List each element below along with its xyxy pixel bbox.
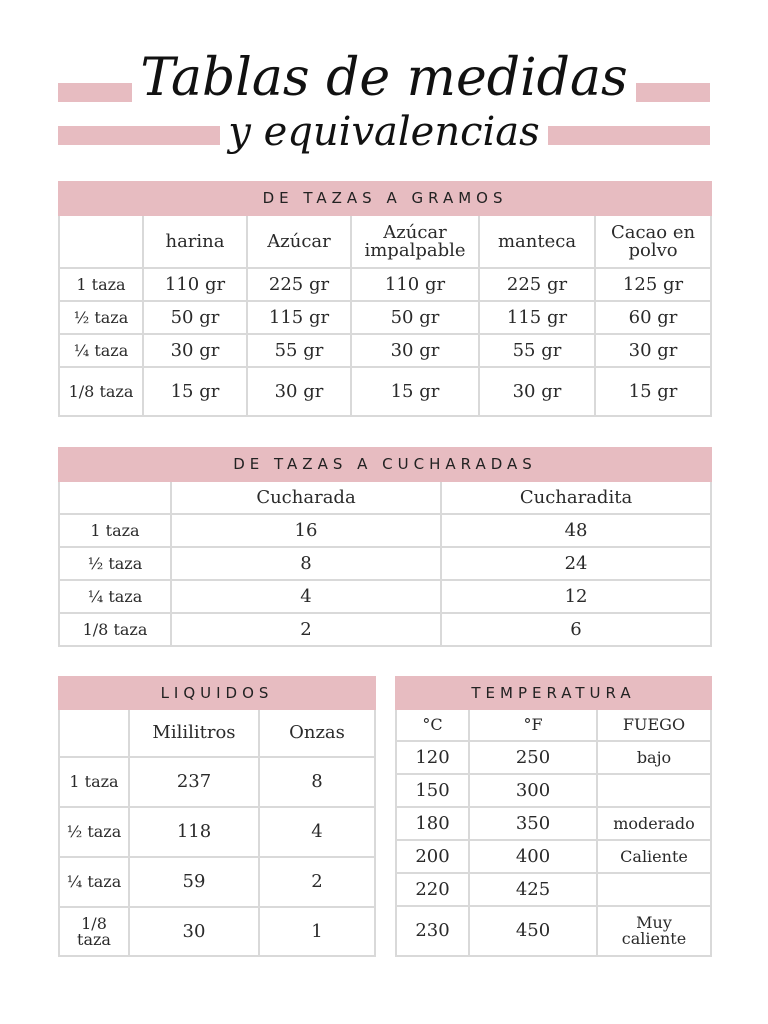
table-row [59,907,375,956]
table-cell: 6 [441,613,711,646]
column-header: °F [469,709,597,741]
table-row [59,268,711,301]
table-header-row [396,709,711,741]
table-cell [597,873,711,906]
column-header: Cucharadita [441,481,711,514]
table-row [59,514,711,547]
table-cell: 30 gr [143,334,247,367]
table-cell: 24 [441,547,711,580]
table-cell: 4 [171,580,441,613]
table-cell: 125 gr [595,268,711,301]
table-row [396,906,711,956]
table-cell: 50 gr [143,301,247,334]
row-label: ¼ taza [59,334,143,367]
table-cell: 230 [396,906,469,956]
row-label: ½ taza [59,301,143,334]
table-cell: 4 [259,807,375,857]
table-cell: 16 [171,514,441,547]
column-header: Onzas [259,709,375,757]
table-cell: 2 [171,613,441,646]
table-cell: 350 [469,807,597,840]
table-cell: 30 gr [479,367,595,416]
table-cell: 118 [129,807,259,857]
table-cell: 15 gr [351,367,479,416]
table-liquidos [58,676,376,957]
table-cell: 150 [396,774,469,807]
table-cell: 59 [129,857,259,907]
section-heading: TEMPERATURA [396,677,711,709]
row-label: 1/8 taza [59,907,129,956]
row-label: ½ taza [59,547,171,580]
table-cell: 30 gr [595,334,711,367]
row-label: 1 taza [59,514,171,547]
table-temperatura [395,676,712,957]
table-cell: 110 gr [143,268,247,301]
table-cell: 110 gr [351,268,479,301]
table-cell: 8 [171,547,441,580]
column-header: harina [143,215,247,268]
table-row [396,774,711,807]
table-cell: 2 [259,857,375,907]
row-label: 1 taza [59,268,143,301]
table-cell: 220 [396,873,469,906]
table-row [59,757,375,807]
row-label: 1 taza [59,757,129,807]
table-row [396,840,711,873]
table-cell: 225 gr [247,268,351,301]
table-cell: 60 gr [595,301,711,334]
table-cell: 237 [129,757,259,807]
table-row [59,367,711,416]
section-heading: DE TAZAS A CUCHARADAS [59,448,711,481]
table-cell: 115 gr [479,301,595,334]
table-cell: 15 gr [595,367,711,416]
column-header: Azúcar impalpable [351,215,479,268]
table-cell: 15 gr [143,367,247,416]
table-row [396,807,711,840]
table-cell: 55 gr [247,334,351,367]
table-cell: Caliente [597,840,711,873]
table-cell: 250 [469,741,597,774]
table-row [59,613,711,646]
table-row [396,741,711,774]
column-header: manteca [479,215,595,268]
table-header-row [59,709,375,757]
table-row [59,580,711,613]
table-tazas-cucharadas [58,447,712,647]
table-cell: 225 gr [479,268,595,301]
table-tazas-gramos [58,181,712,417]
table-cell: 8 [259,757,375,807]
table-header-row [59,481,711,514]
table-cell: 180 [396,807,469,840]
table-cell [597,774,711,807]
table-cell: 12 [441,580,711,613]
column-header: Azúcar [247,215,351,268]
row-label: 1/8 taza [59,367,143,416]
table-row [59,334,711,367]
table-cell: 30 [129,907,259,956]
table-cell: 120 [396,741,469,774]
table-row [59,547,711,580]
column-header: °C [396,709,469,741]
table-cell: 30 gr [351,334,479,367]
row-label: ¼ taza [59,857,129,907]
empty-corner-cell [59,215,143,268]
table-row [396,873,711,906]
table-cell: 450 [469,906,597,956]
table-cell: 400 [469,840,597,873]
table-row [59,301,711,334]
table-cell: 55 gr [479,334,595,367]
column-header: Mililitros [129,709,259,757]
table-cell: 50 gr [351,301,479,334]
column-header: Cucharada [171,481,441,514]
table-cell: 200 [396,840,469,873]
empty-corner-cell [59,709,129,757]
table-cell: 30 gr [247,367,351,416]
section-heading: LIQUIDOS [59,677,375,709]
table-cell: 115 gr [247,301,351,334]
section-heading: DE TAZAS A GRAMOS [59,182,711,215]
table-cell: 48 [441,514,711,547]
table-cell: bajo [597,741,711,774]
column-header: Cacao en polvo [595,215,711,268]
row-label: 1/8 taza [59,613,171,646]
row-label: ½ taza [59,807,129,857]
table-header-row [59,215,711,268]
table-row [59,807,375,857]
table-cell: 425 [469,873,597,906]
page-title-line2: y equivalencias [0,112,768,152]
table-cell: 300 [469,774,597,807]
row-label: ¼ taza [59,580,171,613]
page-title-line1: Tablas de medidas [0,52,768,104]
table-cell: Muy caliente [597,906,711,956]
table-cell: moderado [597,807,711,840]
table-row [59,857,375,907]
empty-corner-cell [59,481,171,514]
column-header: FUEGO [597,709,711,741]
table-cell: 1 [259,907,375,956]
